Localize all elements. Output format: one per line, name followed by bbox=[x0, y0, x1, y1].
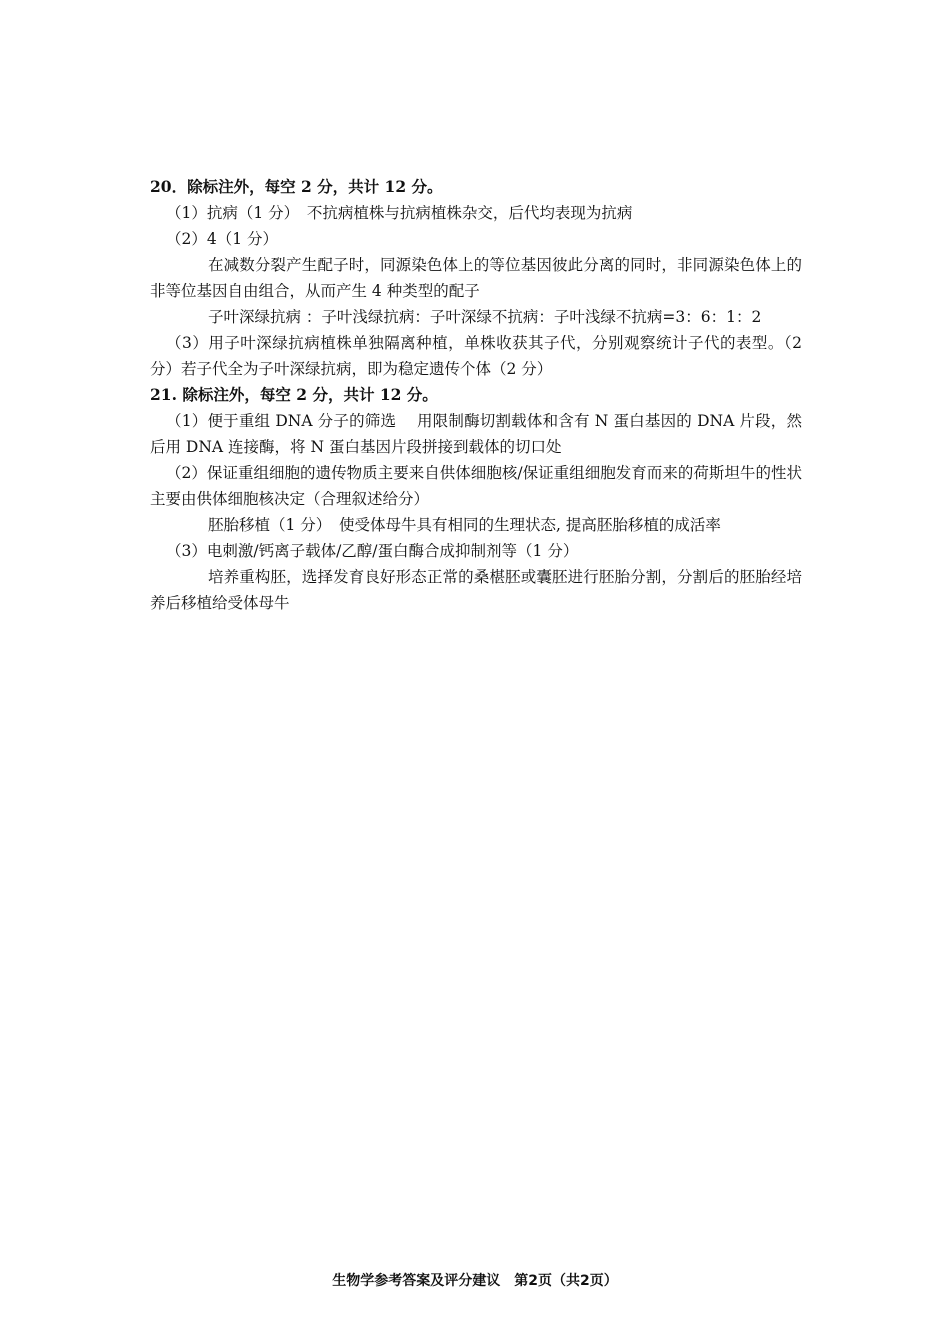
q20-heading: 20．除标注外，每空 2 分，共计 12 分。 bbox=[150, 177, 443, 196]
q20-answer-2: （2）4（1 分） bbox=[166, 230, 279, 248]
q20-ratio: 子叶深绿抗病 ：子叶浅绿抗病：子叶深绿不抗病：子叶浅绿不抗病=3：6：1：2 bbox=[208, 308, 762, 326]
q20-explanation: 在减数分裂产生配子时，同源染色体上的等位基因彼此分离的同时，非同源染色体上的非等位基因自由组合，从而产生 4 种类型的配子 bbox=[150, 256, 802, 300]
q21-heading: 21. 除标注外，每空 2 分，共计 12 分。 bbox=[150, 385, 438, 404]
q21-answer-2: （2）保证重组细胞的遗传物质主要来自供体细胞核/保证重组细胞发育而来的荷斯坦牛的性状主要由供体细胞核决定（合理叙述给分） bbox=[150, 464, 802, 508]
q21-answer-3: （3）电刺激/钙离子载体/乙醇/蛋白酶合成抑制剂等（1 分） bbox=[166, 542, 579, 560]
q21-answer-1: （1）便于重组 DNA 分子的筛选 用限制酶切割载体和含有 N 蛋白基因的 DNA 片段，然后用 DNA 连接酶，将 N 蛋白基因片段拼接到载体的切口处 bbox=[150, 412, 802, 456]
q21-embryo-transfer: 胚胎移植（1 分） 使受体母牛具有相同的生理状态, 提高胚胎移植的成活率 bbox=[208, 516, 721, 534]
q20-answer-1: （1）抗病（1 分） 不抗病植株与抗病植株杂交，后代均表现为抗病 bbox=[166, 204, 633, 222]
page-footer: 生物学参考答案及评分建议 第2页（共2页） bbox=[332, 1273, 618, 1289]
q21-embryo-splitting: 培养重构胚，选择发育良好形态正常的桑椹胚或囊胚进行胚胎分割，分割后的胚胎经培养后移植给受体母牛 bbox=[150, 568, 802, 612]
answer-content bbox=[150, 174, 802, 616]
q20-answer-3: （3）用子叶深绿抗病植株单独隔离种植，单株收获其子代，分别观察统计子代的表型。（2 分）若子代全为子叶深绿抗病，即为稳定遗传个体（2 分） bbox=[150, 334, 802, 378]
